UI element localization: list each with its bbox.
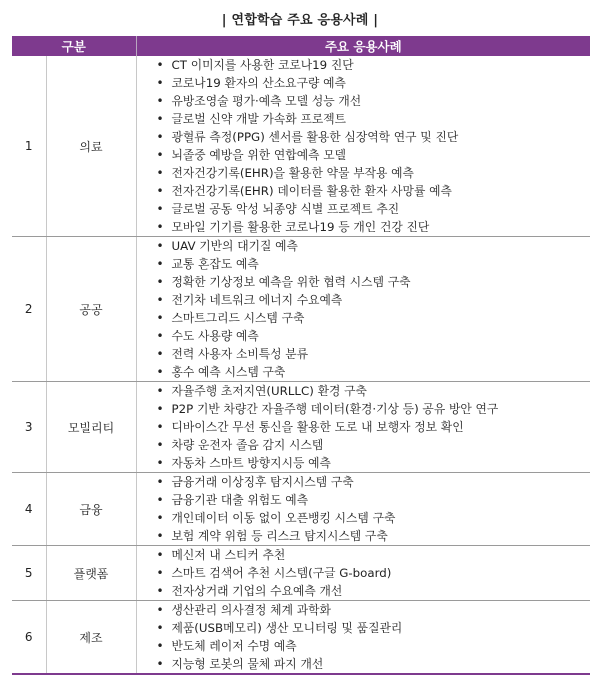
list-item: • 전자상거래 기업의 수요예측 개선 xyxy=(157,582,591,600)
row-number: 3 xyxy=(12,382,46,473)
list-item: • P2P 기반 차량간 자율주행 데이터(환경·기상 등) 공유 방안 연구 xyxy=(157,400,591,418)
row-examples xyxy=(136,237,590,382)
list-item: • 코로나19 환자의 산소요구량 예측 xyxy=(157,74,591,92)
row-category: 모빌리티 xyxy=(46,382,136,473)
list-item: • 자율주행 초저지연(URLLC) 환경 구축 xyxy=(157,382,591,400)
list-item: • 보험 계약 위험 등 리스크 탐지시스템 구축 xyxy=(157,527,591,545)
example-list xyxy=(137,473,591,545)
list-item: • 광혈류 측정(PPG) 센서를 활용한 심장역학 연구 및 진단 xyxy=(157,128,591,146)
list-item: • 지능형 로봇의 물체 파지 개선 xyxy=(157,655,591,673)
row-number: 5 xyxy=(12,546,46,601)
header-examples: 주요 응용사례 xyxy=(136,36,590,56)
row-category: 금융 xyxy=(46,473,136,546)
table-body xyxy=(12,56,590,674)
list-item: • 메신저 내 스티커 추천 xyxy=(157,546,591,564)
example-list xyxy=(137,382,591,472)
row-examples xyxy=(136,601,590,675)
list-item: • 전기차 네트워크 에너지 수요예측 xyxy=(157,291,591,309)
list-item: • 스마트 검색어 추천 시스템(구글 G-board) xyxy=(157,564,591,582)
row-number: 4 xyxy=(12,473,46,546)
row-examples xyxy=(136,382,590,473)
table-title: | 연합학습 주요 응용사례 | xyxy=(221,13,379,28)
list-item: • UAV 기반의 대기질 예측 xyxy=(157,237,591,255)
list-item: • 전자건강기록(EHR) 데이터를 활용한 환자 사망률 예측 xyxy=(157,182,591,200)
row-number: 2 xyxy=(12,237,46,382)
row-number: 1 xyxy=(12,56,46,237)
list-item: • 뇌졸중 예방을 위한 연합예측 모델 xyxy=(157,146,591,164)
list-item: • 유방조영술 평가·예측 모델 성능 개선 xyxy=(157,92,591,110)
list-item: • 제품(USB메모리) 생산 모니터링 및 품질관리 xyxy=(157,619,591,637)
list-item: • 수도 사용량 예측 xyxy=(157,327,591,345)
row-number: 6 xyxy=(12,601,46,675)
row-category: 의료 xyxy=(46,56,136,237)
list-item: • 스마트그리드 시스템 구축 xyxy=(157,309,591,327)
list-item: • 차량 운전자 졸음 감지 시스템 xyxy=(157,436,591,454)
list-item: • 개인데이터 이동 없이 오픈뱅킹 시스템 구축 xyxy=(157,509,591,527)
row-category: 제조 xyxy=(46,601,136,675)
list-item: • 글로벌 신약 개발 가속화 프로젝트 xyxy=(157,110,591,128)
list-item: • 금융거래 이상징후 탐지시스템 구축 xyxy=(157,473,591,491)
list-item: • 글로벌 공동 악성 뇌종양 식별 프로젝트 추진 xyxy=(157,200,591,218)
row-examples xyxy=(136,473,590,546)
list-item: • 전력 사용자 소비특성 분류 xyxy=(157,345,591,363)
list-item: • 홍수 예측 시스템 구축 xyxy=(157,363,591,381)
example-list xyxy=(137,237,591,381)
row-examples xyxy=(136,56,590,237)
example-list xyxy=(137,601,591,673)
table-row xyxy=(12,56,590,237)
list-item: • 반도체 레이저 수명 예측 xyxy=(157,637,591,655)
header-row xyxy=(12,36,590,56)
row-category: 플랫폼 xyxy=(46,546,136,601)
example-list xyxy=(137,56,591,236)
table-row xyxy=(12,546,590,601)
list-item: • 디바이스간 무선 통신을 활용한 도로 내 보행자 정보 확인 xyxy=(157,418,591,436)
table-row xyxy=(12,601,590,675)
table-row xyxy=(12,237,590,382)
list-item: • 자동차 스마트 방향지시등 예측 xyxy=(157,454,591,472)
table-row xyxy=(12,473,590,546)
list-item: • CT 이미지를 사용한 코로나19 진단 xyxy=(157,56,591,74)
list-item: • 교통 혼잡도 예측 xyxy=(157,255,591,273)
list-item: • 정확한 기상정보 예측을 위한 협력 시스템 구축 xyxy=(157,273,591,291)
use-case-table xyxy=(12,36,590,675)
list-item: • 전자건강기록(EHR)을 활용한 약물 부작용 예측 xyxy=(157,164,591,182)
header-category: 구분 xyxy=(12,36,136,56)
table-row xyxy=(12,382,590,473)
row-examples xyxy=(136,546,590,601)
list-item: • 모바일 기기를 활용한 코로나19 등 개인 건강 진단 xyxy=(157,218,591,236)
list-item: • 생산관리 의사결정 체계 과학화 xyxy=(157,601,591,619)
example-list xyxy=(137,546,591,600)
row-category: 공공 xyxy=(46,237,136,382)
list-item: • 금융기관 대출 위험도 예측 xyxy=(157,491,591,509)
